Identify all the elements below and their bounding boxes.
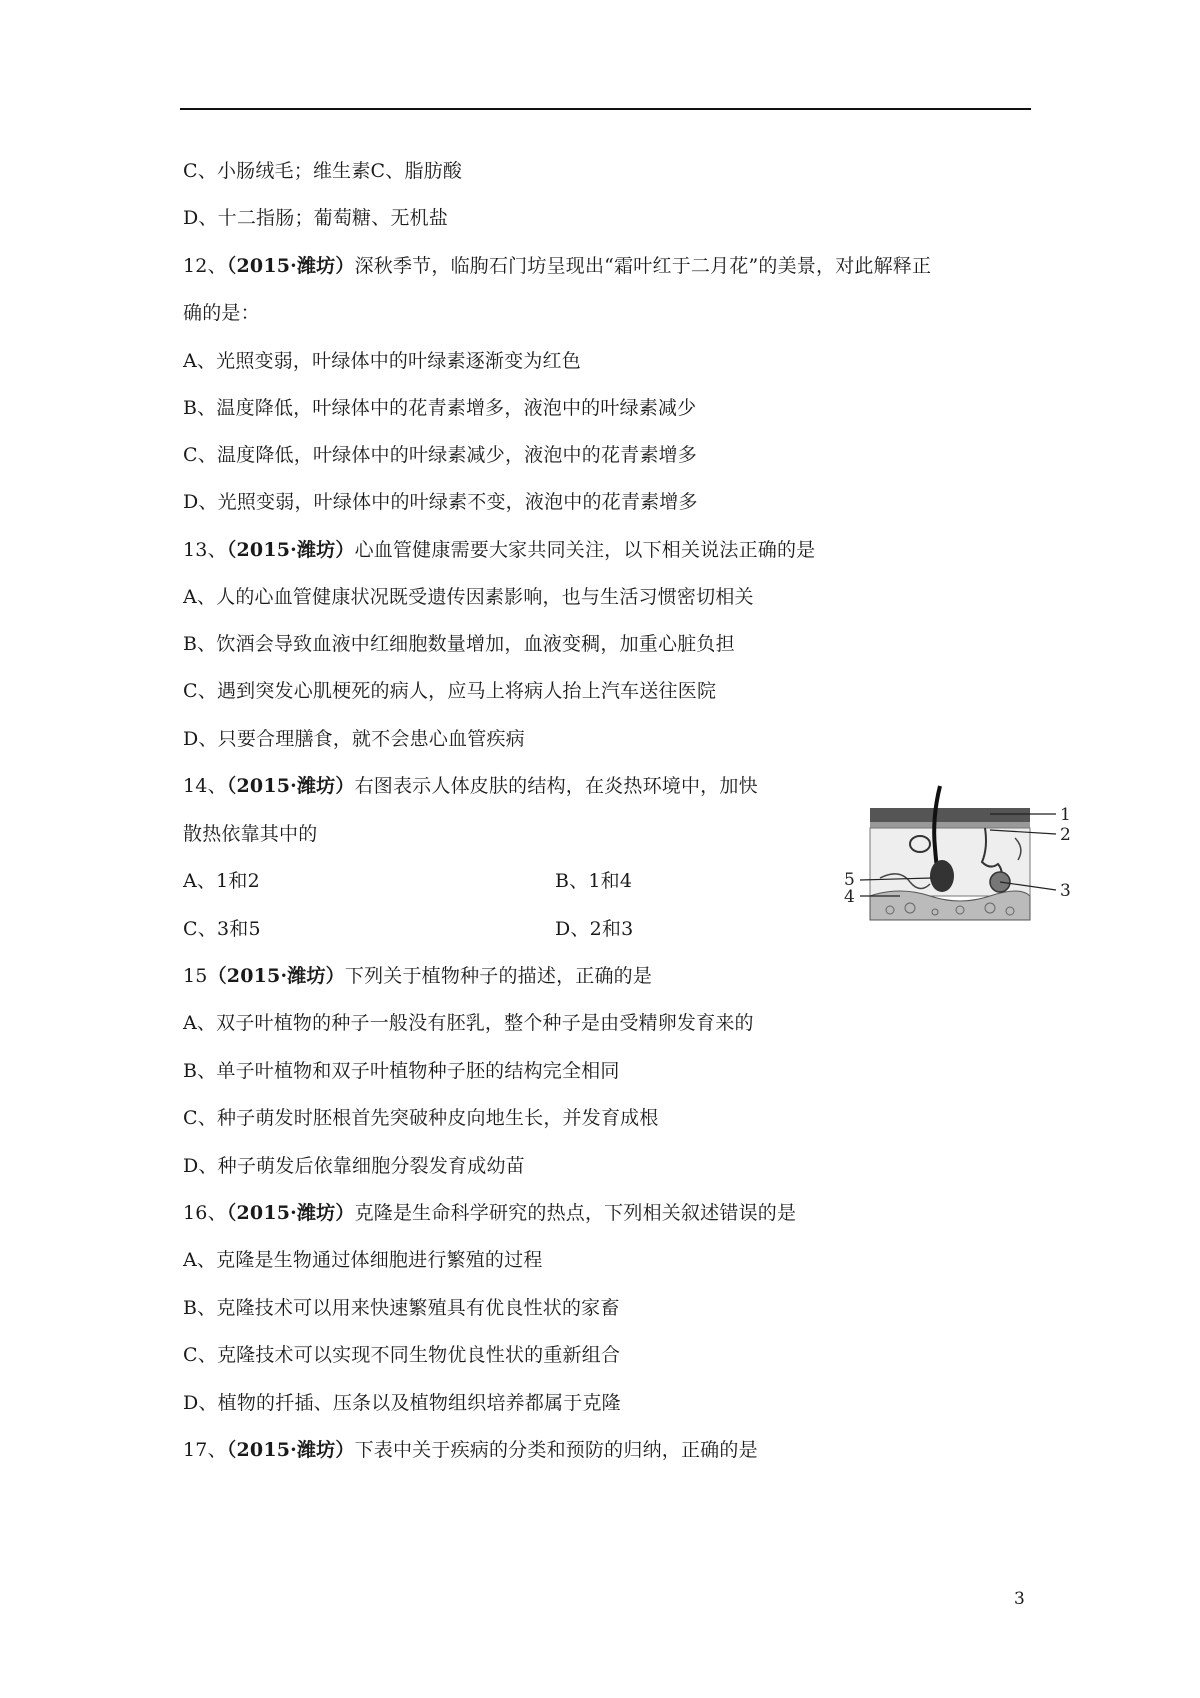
figure-label-5: 5 bbox=[844, 870, 855, 890]
skin-structure-figure bbox=[840, 778, 1076, 936]
prev-option-d: D、十二指肠；葡萄糖、无机盐 bbox=[183, 207, 449, 229]
question-15-stem: 15（2015·潍坊）下列关于植物种子的描述，正确的是 bbox=[183, 965, 653, 987]
question-13-option-a: A、人的心血管健康状况既受遗传因素影响，也与生活习惯密切相关 bbox=[183, 586, 754, 608]
question-14-options-row-1 bbox=[183, 869, 633, 893]
prev-option-c: C、小肠绒毛；维生素C、脂肪酸 bbox=[183, 160, 463, 182]
figure-label-3: 3 bbox=[1060, 881, 1071, 901]
question-15-option-a: A、双子叶植物的种子一般没有胚乳，整个种子是由受精卵发育来的 bbox=[183, 1012, 754, 1034]
question-15-option-b: B、单子叶植物和双子叶植物种子胚的结构完全相同 bbox=[183, 1060, 620, 1082]
question-12-option-d: D、光照变弱，叶绿体中的叶绿素不变，液泡中的花青素增多 bbox=[183, 491, 698, 513]
question-13-option-c: C、遇到突发心肌梗死的病人，应马上将病人抬上汽车送往医院 bbox=[183, 680, 717, 702]
question-14-option-d: D、2和3 bbox=[555, 918, 634, 940]
question-13-option-b: B、饮酒会导致血液中红细胞数量增加，血液变稠，加重心脏负担 bbox=[183, 633, 735, 655]
question-16-option-a: A、克隆是生物通过体细胞进行繁殖的过程 bbox=[183, 1249, 543, 1271]
question-16-option-b: B、克隆技术可以用来快速繁殖具有优良性状的家畜 bbox=[183, 1297, 620, 1319]
question-15-option-c: C、种子萌发时胚根首先突破种皮向地生长，并发育成根 bbox=[183, 1107, 659, 1129]
question-15-option-d: D、种子萌发后依靠细胞分裂发育成幼苗 bbox=[183, 1155, 525, 1177]
question-12-stem-cont: 确的是： bbox=[183, 302, 260, 324]
question-12-option-a: A、光照变弱，叶绿体中的叶绿素逐渐变为红色 bbox=[183, 350, 581, 372]
question-12-stem: 12、（2015·潍坊）深秋季节，临朐石门坊呈现出“霜叶红于二月花”的美景，对此解释正 bbox=[183, 255, 932, 277]
question-14-stem-cont: 散热依靠其中的 bbox=[183, 823, 318, 845]
hair-follicle bbox=[930, 860, 954, 892]
question-16-stem: 16、（2015·潍坊）克隆是生命科学研究的热点，下列相关叙述错误的是 bbox=[183, 1202, 797, 1224]
question-13-option-d: D、只要合理膳食，就不会患心血管疾病 bbox=[183, 728, 525, 750]
skin-diagram-svg bbox=[840, 778, 1076, 936]
epidermis-layer bbox=[870, 808, 1030, 822]
question-14-option-b: B、1和4 bbox=[555, 870, 633, 892]
question-16-option-c: C、克隆技术可以实现不同生物优良性状的重新组合 bbox=[183, 1344, 621, 1366]
figure-label-4: 4 bbox=[844, 887, 855, 907]
header-rule bbox=[180, 108, 1031, 110]
question-14-stem: 14、（2015·潍坊）右图表示人体皮肤的结构，在炎热环境中，加快 bbox=[183, 775, 758, 797]
question-13-stem: 13、（2015·潍坊）心血管健康需要大家共同关注，以下相关说法正确的是 bbox=[183, 539, 816, 561]
question-12-option-c: C、温度降低，叶绿体中的叶绿素减少，液泡中的花青素增多 bbox=[183, 444, 697, 466]
figure-label-2: 2 bbox=[1060, 825, 1071, 845]
epidermis-lower bbox=[870, 822, 1030, 828]
page-number: 3 bbox=[1014, 1589, 1025, 1609]
question-14-options-row-2 bbox=[183, 917, 634, 941]
question-12-option-b: B、温度降低，叶绿体中的花青素增多，液泡中的叶绿素减少 bbox=[183, 397, 697, 419]
question-14-option-a: A、1和2 bbox=[183, 870, 260, 892]
figure-label-1: 1 bbox=[1060, 805, 1071, 825]
question-17-stem: 17、（2015·潍坊）下表中关于疾病的分类和预防的归纳，正确的是 bbox=[183, 1439, 758, 1461]
question-16-option-d: D、植物的扦插、压条以及植物组织培养都属于克隆 bbox=[183, 1392, 621, 1414]
question-14-option-c: C、3和5 bbox=[183, 918, 261, 940]
